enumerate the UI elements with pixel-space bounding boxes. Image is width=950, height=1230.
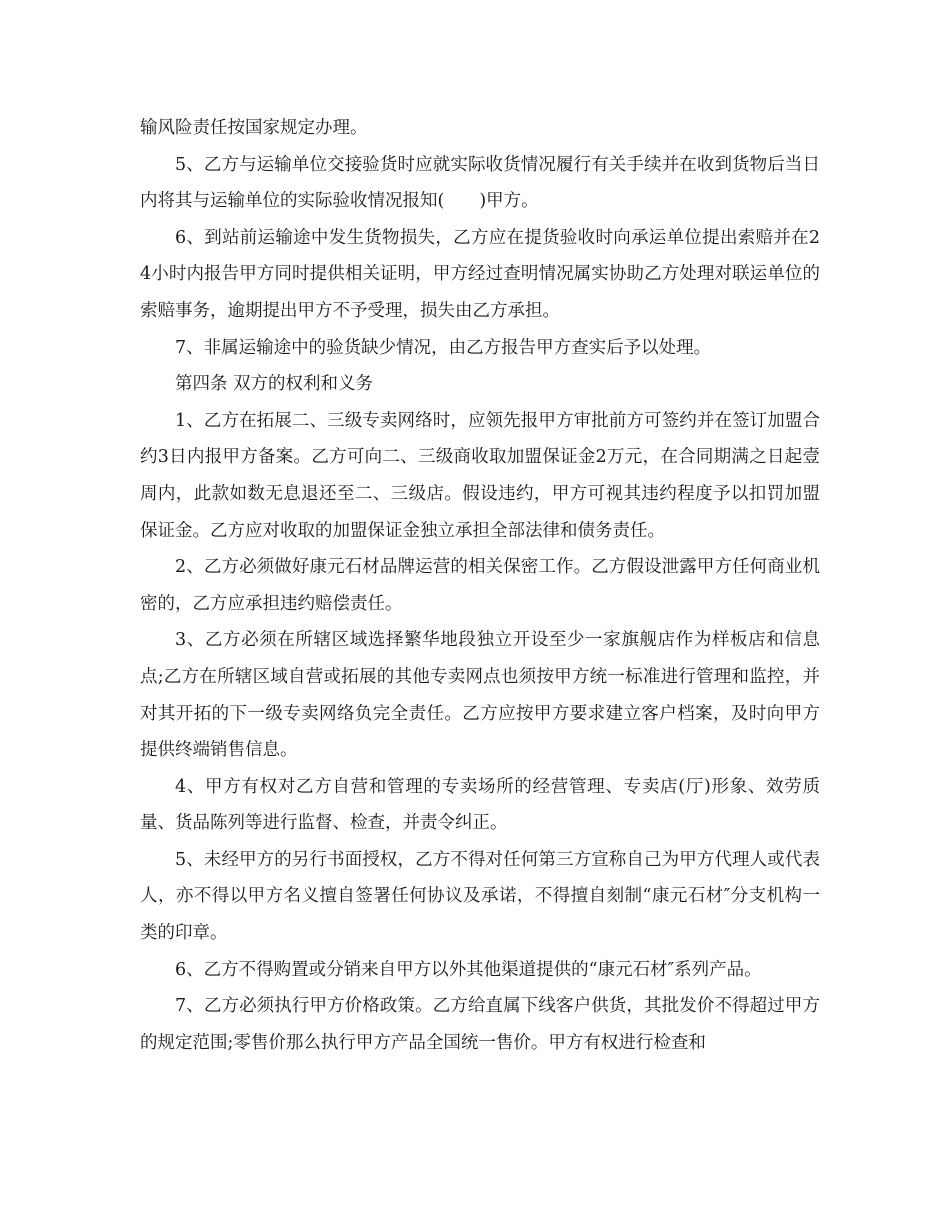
paragraph-9: 5、未经甲方的另行书面授权，乙方不得对任何第三方宣称自己为甲方代理人或代表人，亦不得以甲方名义擅自签署任何协议及承诺，不得擅自刻制“康元石材″分支机构一类的印章。: [140, 849, 820, 944]
paragraph-10: 6、乙方不得购置或分销来自甲方以外其他渠道提供的“康元石材″系列产品。: [175, 959, 762, 980]
paragraph-1: 5、乙方与运输单位交接验货时应就实际收货情况履行有关手续并在收到货物后当日内将其与运输单位的实际验收情况报知( )甲方。: [140, 154, 820, 212]
paragraph-5: 1、乙方在拓展二、三级专卖网络时，应领先报甲方审批前方可签约并在签订加盟合约3日内报甲方备案。乙方可向二、三级商收取加盟保证金2万元，在合同期满之日起壹周内，此款如数无息退还至二、三级店。假设违约，甲方可视其违约程度予以扣罚加盟保证金。乙方应对收取的加盟保证金独立承担全部法律和债务责任。: [140, 410, 820, 541]
paragraph-0: 输风险责任按国家规定办理。: [140, 118, 368, 138]
contract-body: [140, 110, 820, 1061]
paragraph-8: 4、甲方有权对乙方自营和管理的专卖场所的经营管理、专卖店(厅)形象、效劳质量、货品陈列等进行监督、检查，并责令纠正。: [140, 776, 820, 834]
paragraph-3: 7、非属运输途中的验货缺少情况，由乙方报告甲方查实后予以处理。: [175, 337, 712, 358]
paragraph-7: 3、乙方必须在所辖区域选择繁华地段独立开设至少一家旗舰店作为样板店和信息点;乙方在所辖区域自营或拓展的其他专卖网点也须按甲方统一标准进行管理和监控，并对其开拓的下一级专卖网络负完全责任。乙方应按甲方要求建立客户档案，及时向甲方提供终端销售信息。: [140, 630, 820, 761]
paragraph-2: 6、到站前运输途中发生货物损失，乙方应在提货验收时向承运单位提出索赔并在24小时内报告甲方同时提供相关证明，甲方经过查明情况属实协助乙方处理对联运单位的索赔事务，逾期提出甲方不予受理，损失由乙方承担。: [140, 227, 820, 321]
paragraph-6: 2、乙方必须做好康元石材品牌运营的相关保密工作。乙方假设泄露甲方任何商业机密的，乙方应承担违约赔偿责任。: [140, 557, 820, 614]
paragraph-11: 7、乙方必须执行甲方价格政策。乙方给直属下线客户供货，其批发价不得超过甲方的规定范围;零售价那么执行甲方产品全国统一售价。甲方有权进行检查和: [140, 996, 820, 1053]
section-heading: 第四条 双方的权利和义务: [175, 374, 374, 395]
